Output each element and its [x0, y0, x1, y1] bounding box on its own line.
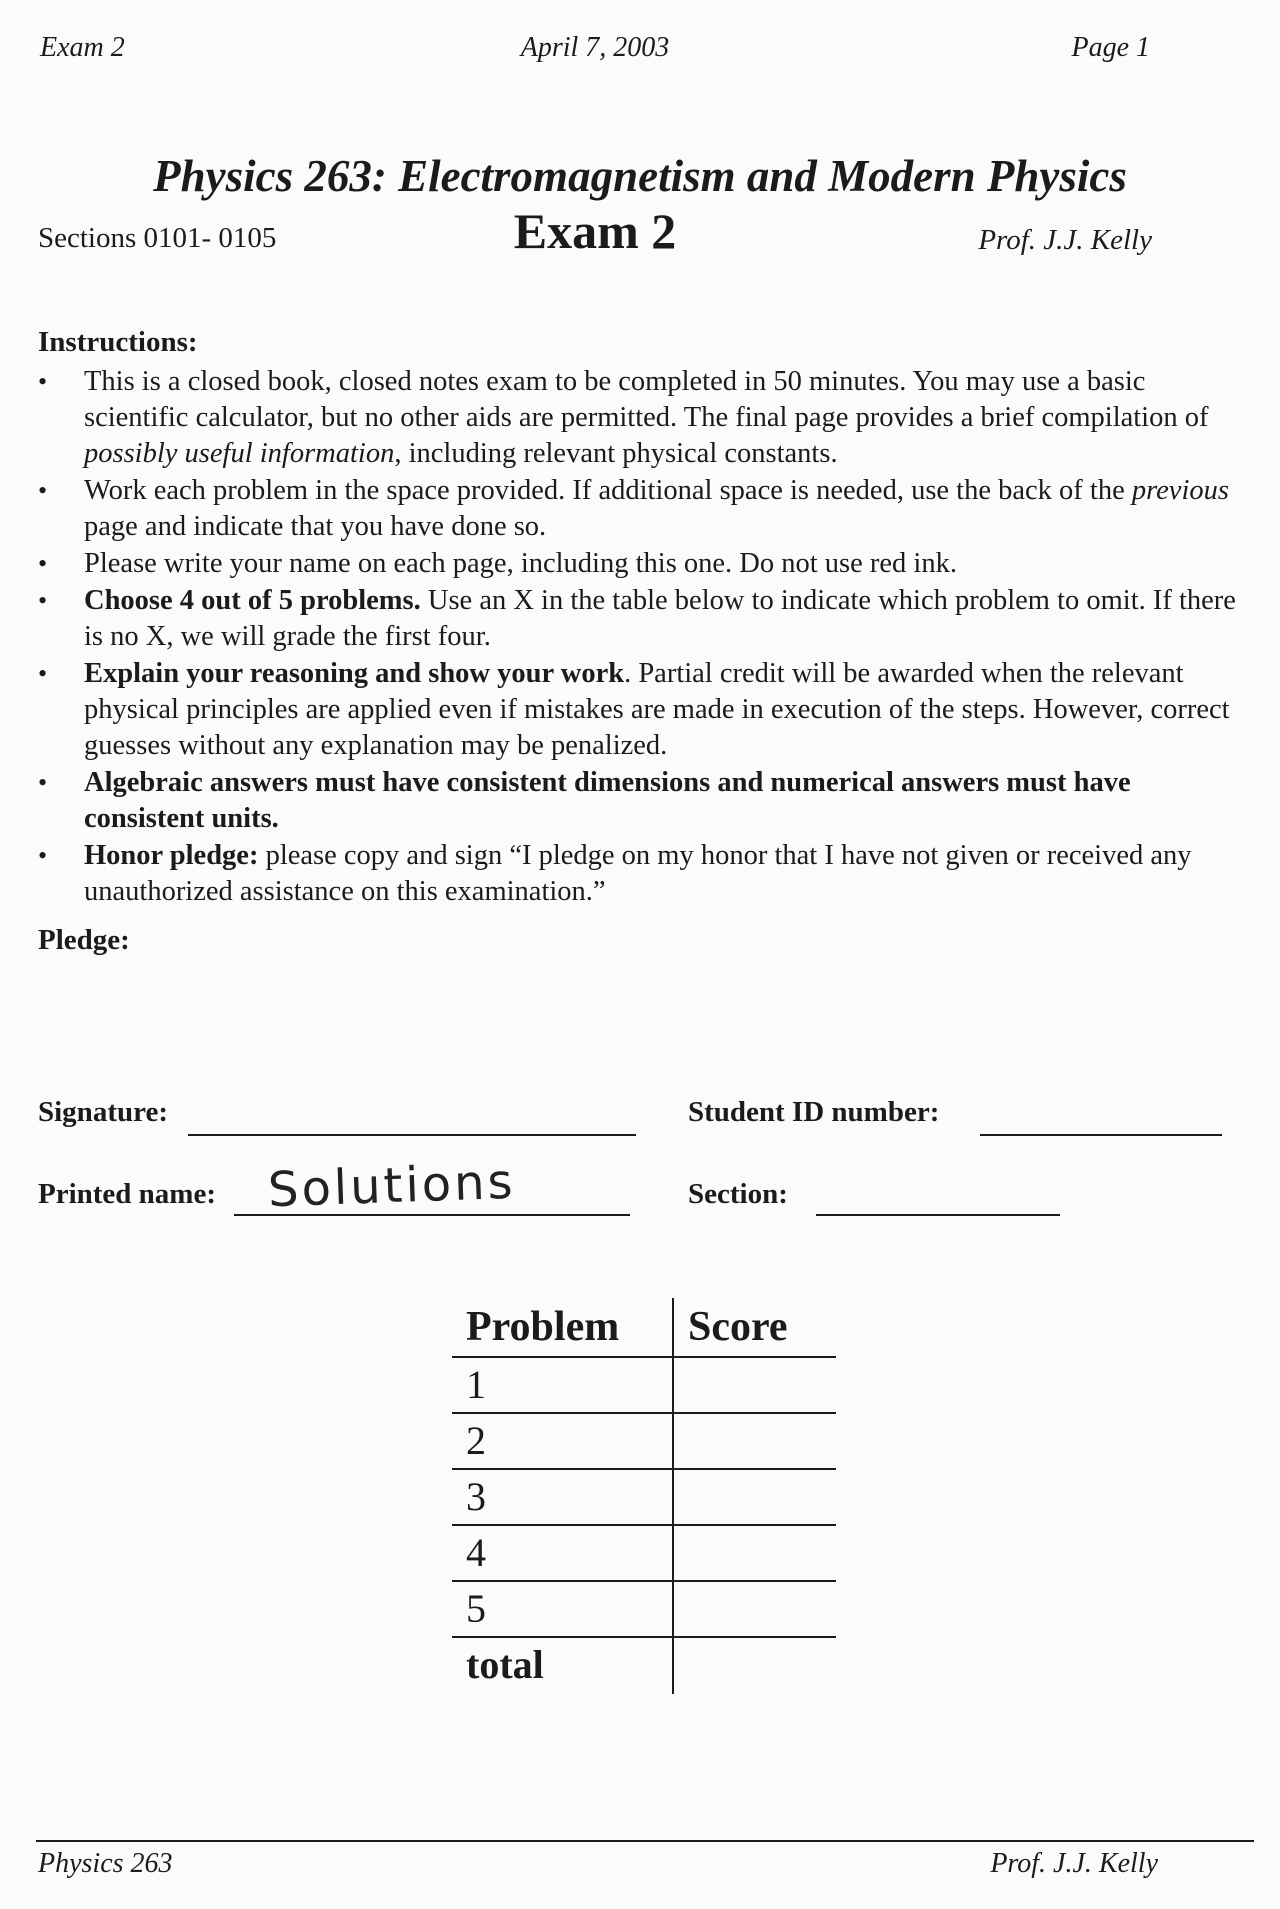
instruction-item: • Algebraic answers must have consistent dimensions and numerical answers must have consistent units.	[38, 765, 1248, 837]
student-id-field[interactable]	[980, 1134, 1222, 1136]
professor-name: Prof. J.J. Kelly	[978, 224, 1152, 256]
problem-number: 1	[452, 1357, 673, 1413]
column-header-score: Score	[673, 1298, 836, 1357]
column-header-problem: Problem	[452, 1298, 673, 1357]
footer-professor: Prof. J.J. Kelly	[990, 1848, 1158, 1879]
header-page-number: Page 1	[1071, 32, 1150, 63]
problem-number: 2	[452, 1413, 673, 1469]
exam-title: Exam 2	[513, 203, 677, 259]
instruction-item: • This is a closed book, closed notes exam to be completed in 50 minutes. You may use a basic scientific calculator, but no other aids are permitted. The final page provides a brief compilation of possibly useful information, including relevant physical constants.	[38, 364, 1248, 472]
student-id-label: Student ID number:	[688, 1096, 940, 1128]
signature-field[interactable]	[188, 1134, 636, 1136]
instruction-item: • Please write your name on each page, including this one. Do not use red ink.	[38, 546, 1248, 582]
course-sections: Sections 0101- 0105	[38, 222, 277, 254]
table-row	[452, 1357, 836, 1413]
problem-number: 3	[452, 1469, 673, 1525]
table-row	[452, 1581, 836, 1637]
problem-number: 4	[452, 1525, 673, 1581]
signature-label: Signature:	[38, 1096, 168, 1128]
table-row	[452, 1413, 836, 1469]
printed-name-label: Printed name:	[38, 1178, 216, 1210]
course-title: Physics 263: Electromagnetism and Modern Physics	[153, 151, 1127, 201]
score-table	[452, 1298, 836, 1694]
problem-number: 5	[452, 1581, 673, 1637]
instructions-heading: Instructions:	[38, 326, 198, 358]
score-cell[interactable]	[673, 1413, 836, 1469]
score-table-header	[452, 1298, 836, 1357]
section-field[interactable]	[816, 1214, 1060, 1216]
score-cell[interactable]	[673, 1581, 836, 1637]
total-label: total	[452, 1637, 673, 1694]
instruction-item: • Explain your reasoning and show your work. Partial credit will be awarded when the relevant physical principles are applied even if mistakes are made in execution of the steps. However, correct guesses without any explanation may be penalized.	[38, 656, 1248, 764]
instruction-item: • Honor pledge: please copy and sign “I pledge on my honor that I have not given or received any unauthorized assistance on this examination.”	[38, 838, 1248, 910]
score-cell[interactable]	[673, 1525, 836, 1581]
header-exam-label: Exam 2	[40, 32, 125, 63]
footer-course: Physics 263	[38, 1848, 173, 1879]
score-cell[interactable]	[673, 1357, 836, 1413]
score-cell[interactable]	[673, 1469, 836, 1525]
header-date: April 7, 2003	[520, 32, 670, 63]
total-score-cell[interactable]	[673, 1637, 836, 1694]
pledge-label: Pledge:	[38, 924, 130, 956]
section-label: Section:	[688, 1178, 788, 1210]
table-row-total	[452, 1637, 836, 1694]
table-row	[452, 1525, 836, 1581]
printed-name-value: Solutions	[267, 1153, 517, 1219]
table-row	[452, 1469, 836, 1525]
instruction-item: • Work each problem in the space provided. If additional space is needed, use the back of the previous page and indicate that you have done so.	[38, 473, 1248, 545]
instructions-list	[38, 364, 1248, 911]
instruction-item: • Choose 4 out of 5 problems. Use an X in the table below to indicate which problem to omit. If there is no X, we will grade the first four.	[38, 583, 1248, 655]
footer-divider	[36, 1840, 1254, 1842]
